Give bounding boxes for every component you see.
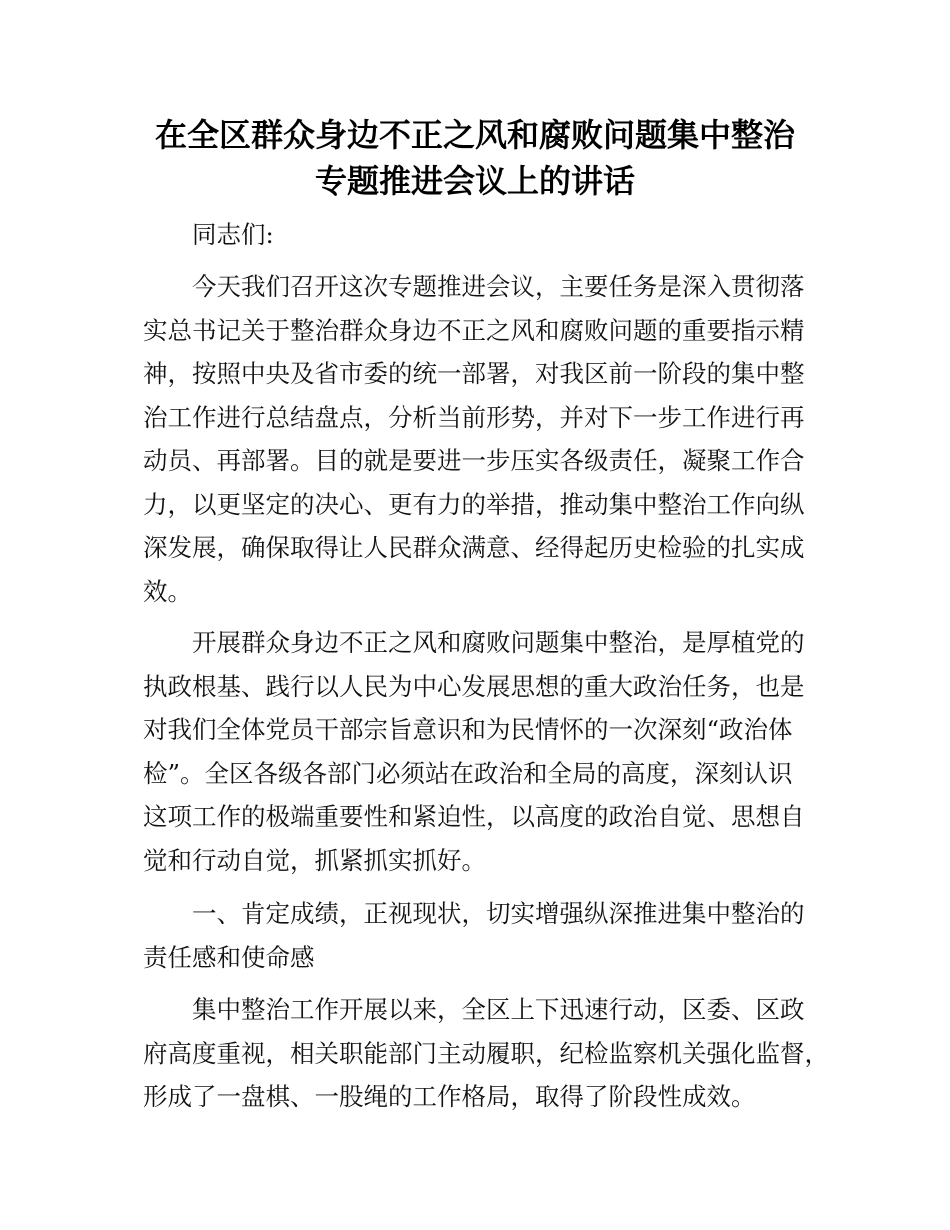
paragraph-1 [143,265,813,613]
paragraph-3 [143,988,829,1119]
paragraph-1-line: 深发展，确保取得让人民群众满意、经得起历史检验的扎实成 [143,533,805,562]
section-heading-1 [143,892,813,979]
section-heading-line: 责任感和使命感 [143,942,315,972]
paragraph-3-line: 形成了一盘棋、一股绳的工作格局，取得了阶段性成效。 [143,1082,756,1111]
doc-title-line-1: 在全区群众身边不正之风和腐败问题集中整治 [154,116,795,154]
paragraph-2-line: 执政根基、践行以人民为中心发展思想的重大政治任务，也是 [143,671,805,701]
doc-title-line-2: 专题推进会议上的讲话 [314,162,635,200]
paragraph-1-line: 实总书记关于整治群众身边不正之风和腐败问题的重要指示精 [143,315,805,345]
paragraph-2-line: 觉和行动自觉，抓紧抓实抓好。 [143,845,486,875]
paragraph-3-line: 集中整治工作开展以来，全区上下迅速行动，区委、区政 [192,995,805,1024]
paragraph-2 [143,621,813,882]
paragraph-1-line: 今天我们召开这次专题推进会议，主要任务是深入贯彻落 [192,272,805,301]
paragraph-2-line: 这项工作的极端重要性和紧迫性，以高度的政治自觉、思想自 [143,802,805,831]
paragraph-3-line: 府高度重视，相关职能部门主动履职，纪检监察机关强化监督， [143,1038,829,1068]
paragraph-1-line: 治工作进行总结盘点，分析当前形势，并对下一步工作进行再 [143,402,805,432]
paragraph-1-line: 神，按照中央及省市委的统一部署，对我区前一阶段的集中整 [143,359,805,388]
paragraph-1-line: 力，以更坚定的决心、更有力的举措，推动集中整治工作向纵 [143,489,805,519]
paragraph-2-line: 检”。全区各级各部门必须站在政治和全局的高度，深刻认识 [143,758,793,788]
paragraph-2-line: 对我们全体党员干部宗旨意识和为民情怀的一次深刻“政治体 [143,715,793,744]
paragraph-1-line: 效。 [143,576,192,606]
paragraph-2-line: 开展群众身边不正之风和腐败问题集中整治，是厚植党的 [192,628,805,657]
salutation: 同志们: [192,220,274,249]
paragraph-1-line: 动员、再部署。目的就是要进一步压实各级责任，凝聚工作合 [143,446,805,475]
section-heading-line: 一、肯定成绩，正视现状，切实增强纵深推进集中整治的 [192,899,805,928]
